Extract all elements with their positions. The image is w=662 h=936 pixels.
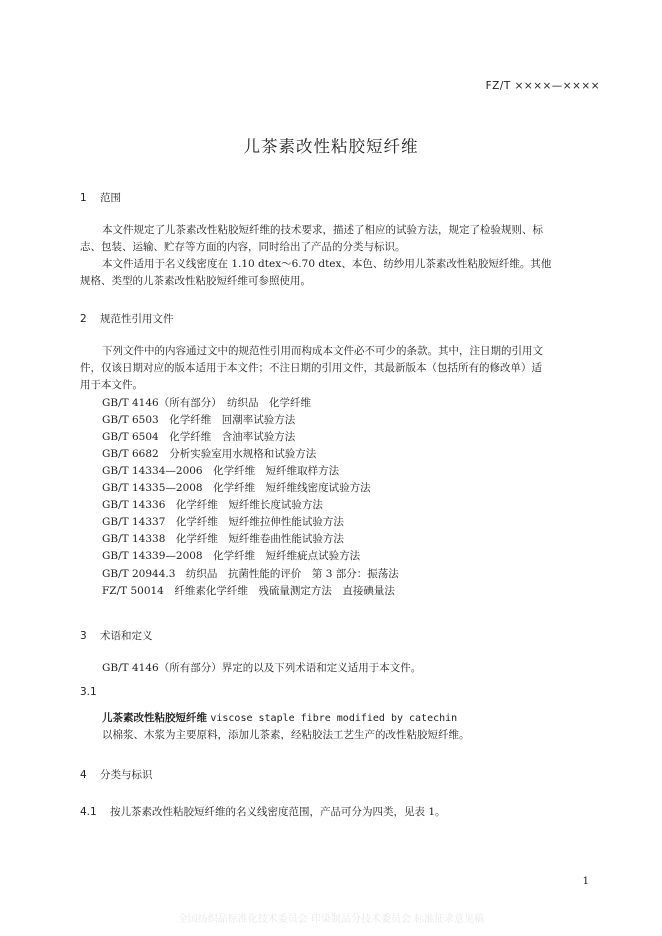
reference-item: GB/T 6682 分析实验室用水规格和试验方法 (102, 448, 317, 460)
section-title: 规范性引用文件 (100, 313, 174, 325)
subsection-text: 按儿茶素改性粘胶短纤维的名义线密度范围，产品可分为四类，见表 1。 (110, 806, 446, 818)
reference-item: GB/T 6504 化学纤维 含油率试验方法 (102, 431, 296, 443)
section-number: 4 (80, 769, 87, 781)
reference-item: GB/T 14338 化学纤维 短纤维卷曲性能试验方法 (102, 533, 344, 545)
paragraph-line: 件，仅该日期对应的版本适用于本文件；不注日期的引用文件，其最新版本（包括所有的修改单）适 (80, 362, 542, 374)
term-chinese: 儿茶素改性粘胶短纤维 (102, 712, 207, 724)
reference-item: GB/T 14337 化学纤维 短纤维拉伸性能试验方法 (102, 516, 344, 528)
reference-item: GB/T 4146（所有部分） 纺织品 化学纤维 (102, 397, 311, 409)
reference-item: GB/T 14334—2006 化学纤维 短纤维取样方法 (102, 465, 340, 477)
page-number: 1 (582, 876, 589, 887)
reference-item: GB/T 14339—2008 化学纤维 短纤维疵点试验方法 (102, 550, 361, 562)
term-english: viscose staple fibre modified by catechin (210, 713, 458, 724)
subsection-4-1 (80, 804, 446, 821)
section-2-heading (80, 311, 174, 326)
subsection-number: 4.1 (80, 806, 97, 818)
reference-item: GB/T 20944.3 纺织品 抗菌性能的评价 第 3 部分：振荡法 (102, 568, 399, 580)
reference-item: GB/T 6503 化学纤维 回潮率试验方法 (102, 414, 296, 426)
standard-number: FZ/T ××××—×××× (485, 80, 600, 92)
section-number: 2 (80, 313, 87, 325)
reference-item: FZ/T 50014 纤维素化学纤维 残硫量测定方法 直接碘量法 (102, 585, 395, 597)
paragraph-line: 规格、类型的儿茶素改性粘胶短纤维可参照使用。 (80, 275, 311, 287)
reference-item: GB/T 14335—2008 化学纤维 短纤维线密度试验方法 (102, 482, 371, 494)
paragraph-line: 志、包装、运输、贮存等方面的内容，同时给出了产品的分类与标识。 (80, 241, 406, 253)
section-title: 术语和定义 (100, 630, 153, 642)
paragraph-line: 下列文件中的内容通过文中的规范性引用而构成本文件必不可少的条款。其中，注日期的引用文 (102, 345, 543, 357)
document-title: 儿茶素改性粘胶短纤维 (243, 137, 419, 156)
watermark: 全国纺织品标准化技术委员会 印染制品分技术委员会 标准征求意见稿 (177, 914, 485, 925)
paragraph-line: 本文件适用于名义线密度在 1.10 dtex～6.70 dtex、本色、纺纱用儿茶素改性粘胶短纤维。其他 (102, 258, 552, 270)
section-4-heading (80, 767, 153, 782)
term-entry (102, 710, 457, 725)
section-title: 范围 (100, 192, 121, 204)
reference-item: GB/T 14336 化学纤维 短纤维长度试验方法 (102, 499, 323, 511)
subsection-number: 3.1 (80, 686, 97, 698)
section-1-heading (80, 190, 121, 205)
term-definition: 以棉浆、木浆为主要原料，添加儿茶素，经粘胶法工艺生产的改性粘胶短纤维。 (102, 729, 470, 741)
paragraph-line: 本文件规定了儿茶素改性粘胶短纤维的技术要求，描述了相应的试验方法，规定了检验规则、标 (102, 224, 543, 236)
section-number: 1 (80, 192, 87, 204)
paragraph-line: GB/T 4146（所有部分）界定的以及下列术语和定义适用于本文件。 (102, 662, 422, 674)
section-3-heading (80, 628, 153, 643)
section-title: 分类与标识 (100, 769, 153, 781)
paragraph-line: 用于本文件。 (80, 379, 143, 391)
section-number: 3 (80, 630, 87, 642)
